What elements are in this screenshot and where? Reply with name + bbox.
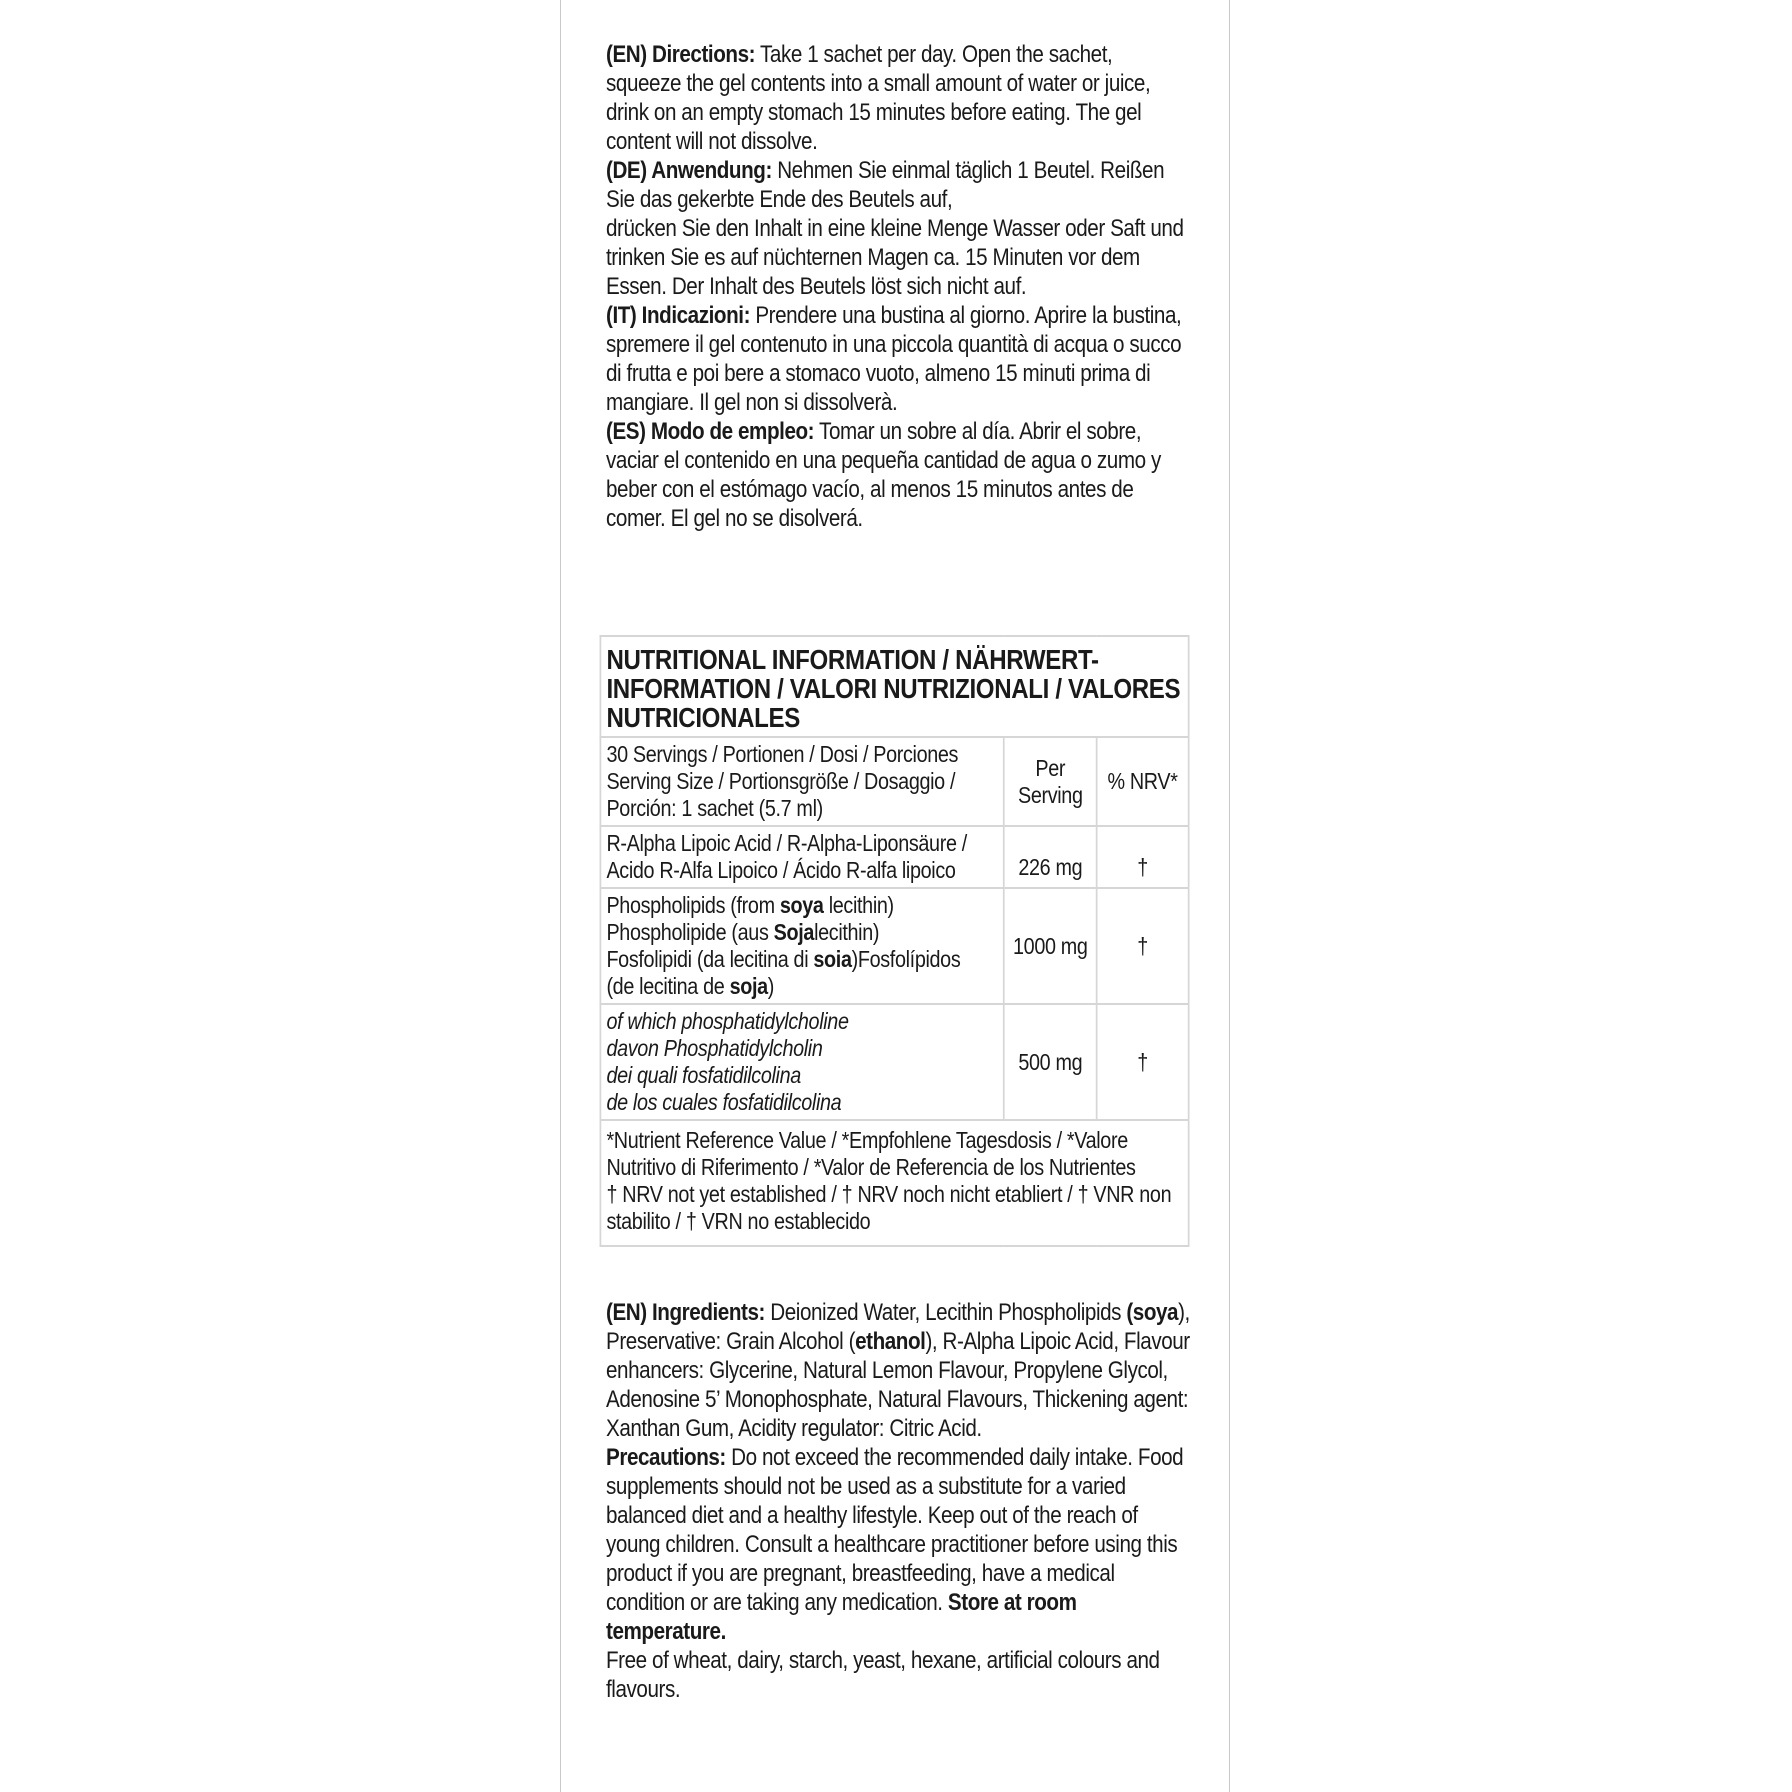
footnote-row: [600, 1120, 1188, 1246]
nutrient-amount-phospholipids: 1000 mg: [1004, 888, 1096, 1004]
nutrient-amount-ala: 226 mg: [1004, 826, 1096, 888]
phospholipids-line2-bold: Soja: [773, 919, 815, 945]
directions-es-text: Tomar un sobre al día. Abrir el sobre, vaciar el contenido en una pequeña cantidad de agua o zumo y beber con el estómago vacío, al menos 15 minutos antes de comer. El gel no se disolverá.: [606, 418, 1161, 532]
per-serving-header: Per Serving: [1004, 737, 1096, 826]
ingredients-en: [606, 1298, 1191, 1443]
directions-section: [606, 40, 1184, 533]
ingredients-text-3: ), R-Alpha Lipoic Acid, Flavour enhancers: Glycerine, Natural Lemon Flavour, Propylene Glycol, Adenosine 5’ Monophosphate, Natural Flavours, Thickening agent: Xanthan Gum, Acidity regulator: Citric Acid.: [606, 1328, 1190, 1442]
directions-es: [606, 417, 1191, 533]
phospholipids-line4-bold: soja: [729, 973, 768, 999]
pc-line1: of which phosphatidylcholine: [606, 1008, 849, 1034]
phospholipids-line2-a: Phospholipide (aus: [606, 919, 774, 945]
directions-en-label: (EN) Directions:: [606, 41, 756, 68]
phospholipids-line3-a: Fosfolipidi (da lecitina di: [606, 946, 814, 972]
table-row: [600, 888, 1188, 1004]
nutrition-title-row: [600, 636, 1188, 737]
directions-it-label: (IT) Indicazioni:: [606, 302, 751, 329]
directions-de-text-1: Nehmen Sie einmal täglich 1 Beutel. Reißen Sie das gekerbte Ende des Beutels auf,: [606, 157, 1165, 213]
directions-en: [606, 40, 1191, 156]
label-panel: [560, 0, 1230, 1792]
footnote-nrv-not-established: † NRV not yet established / † NRV noch nicht etabliert / † VNR non stabilito / † VRN no establecido: [606, 1181, 1172, 1234]
footnote-nrv-definition: *Nutrient Reference Value / *Empfohlene Tagesdosis / *Valore Nutritivo di Riferimento / *Valor de Referencia de los Nutrientes: [606, 1127, 1136, 1180]
precautions: [606, 1443, 1191, 1704]
directions-it-text: Prendere una bustina al giorno. Aprire la bustina, spremere il gel contenuto in una piccola quantità di acqua o succo di frutta e poi bere a stomaco vuoto, almeno 15 minuti prima di mangiare. Il gel non si dissolverà.: [606, 302, 1182, 416]
free-of-note: Free of wheat, dairy, starch, yeast, hexane, artificial colours and flavours.: [606, 1647, 1160, 1703]
phospholipids-line1-bold: soya: [779, 892, 824, 918]
phospholipids-line3-bold: soia: [813, 946, 852, 972]
phospholipids-line4-b: ): [767, 973, 775, 999]
nutrient-amount-phosphatidylcholine: 500 mg: [1004, 1004, 1096, 1120]
ingredients-bold-soya: (soya: [1126, 1299, 1179, 1326]
pc-line3: dei quali fosfatidilcolina: [606, 1062, 801, 1088]
ingredients-section: [606, 1298, 1190, 1704]
table-row: [600, 1004, 1188, 1120]
directions-de-label: (DE) Anwendung:: [606, 157, 772, 184]
serving-size-line: Serving Size / Portionsgröße / Dosaggio / Porción: 1 sachet (5.7 ml): [606, 768, 956, 821]
phospholipids-line2-b: lecithin): [814, 919, 880, 945]
phospholipids-line4-a: (de lecitina de: [606, 973, 730, 999]
precautions-label: Precautions:: [606, 1444, 726, 1471]
nutrient-name-phospholipids: [600, 888, 1004, 1004]
nutrient-name-phosphatidylcholine: [600, 1004, 1004, 1120]
directions-de: [606, 156, 1191, 301]
servings-line: 30 Servings / Portionen / Dosi / Porciones: [606, 741, 959, 767]
serving-info: [600, 737, 1004, 826]
ingredients-text-2: ), Preservative: Grain Alcohol (: [606, 1299, 1190, 1355]
nutrient-nrv-phosphatidylcholine: †: [1096, 1004, 1188, 1120]
phospholipids-line1-b: lecithin): [823, 892, 894, 918]
nutrient-nrv-ala: †: [1096, 826, 1188, 888]
pc-line4: de los cuales fosfatidilcolina: [606, 1089, 842, 1115]
ingredients-text-1: Deionized Water, Lecithin Phospholipids: [770, 1299, 1127, 1326]
storage-note: Store at room temperature.: [606, 1589, 1077, 1645]
directions-de-text-2: drücken Sie den Inhalt in eine kleine Menge Wasser oder Saft und trinken Sie es auf nüchternen Magen ca. 15 Minuten vor dem Essen. Der Inhalt des Beutels löst sich nicht auf.: [606, 215, 1184, 300]
nutrition-table-wrapper: [603, 635, 1193, 1247]
nutrition-table: [600, 635, 1190, 1247]
phospholipids-line3-b: )Fosfolípidos: [851, 946, 961, 972]
precautions-text: Do not exceed the recommended daily intake. Food supplements should not be used as a substitute for a varied balanced diet and a healthy lifestyle. Keep out of the reach of young children. Consult a healthcare practitioner before using this product if you are pregnant, breastfeeding, have a medical condition or are taking any medication.: [606, 1444, 1184, 1616]
nrv-header: % NRV*: [1096, 737, 1188, 826]
phospholipids-line1-a: Phospholipids (from: [606, 892, 780, 918]
nutrition-footnotes: [600, 1120, 1188, 1246]
nutrient-nrv-phospholipids: †: [1096, 888, 1188, 1004]
ingredients-label: (EN) Ingredients:: [606, 1299, 765, 1326]
nutrition-header-row: [600, 737, 1188, 826]
directions-es-label: (ES) Modo de empleo:: [606, 418, 815, 445]
directions-en-text: Take 1 sachet per day. Open the sachet, squeeze the gel contents into a small amount of water or juice, drink on an empty stomach 15 minutes before eating. The gel content will not dissolve.: [606, 41, 1151, 155]
pc-line2: davon Phosphatidylcholin: [606, 1035, 823, 1061]
table-row: [600, 826, 1188, 888]
ingredients-bold-ethanol: ethanol: [855, 1328, 926, 1355]
nutrition-title: NUTRITIONAL INFORMATION / NÄHRWERT-INFORMATION / VALORI NUTRIZIONALI / VALORES NUTRICIONALES: [600, 636, 1188, 737]
directions-it: [606, 301, 1191, 417]
nutrient-name-ala: R-Alpha Lipoic Acid / R-Alpha-Liponsäure / Acido R-Alfa Lipoico / Ácido R-alfa lipoico: [600, 826, 1004, 888]
